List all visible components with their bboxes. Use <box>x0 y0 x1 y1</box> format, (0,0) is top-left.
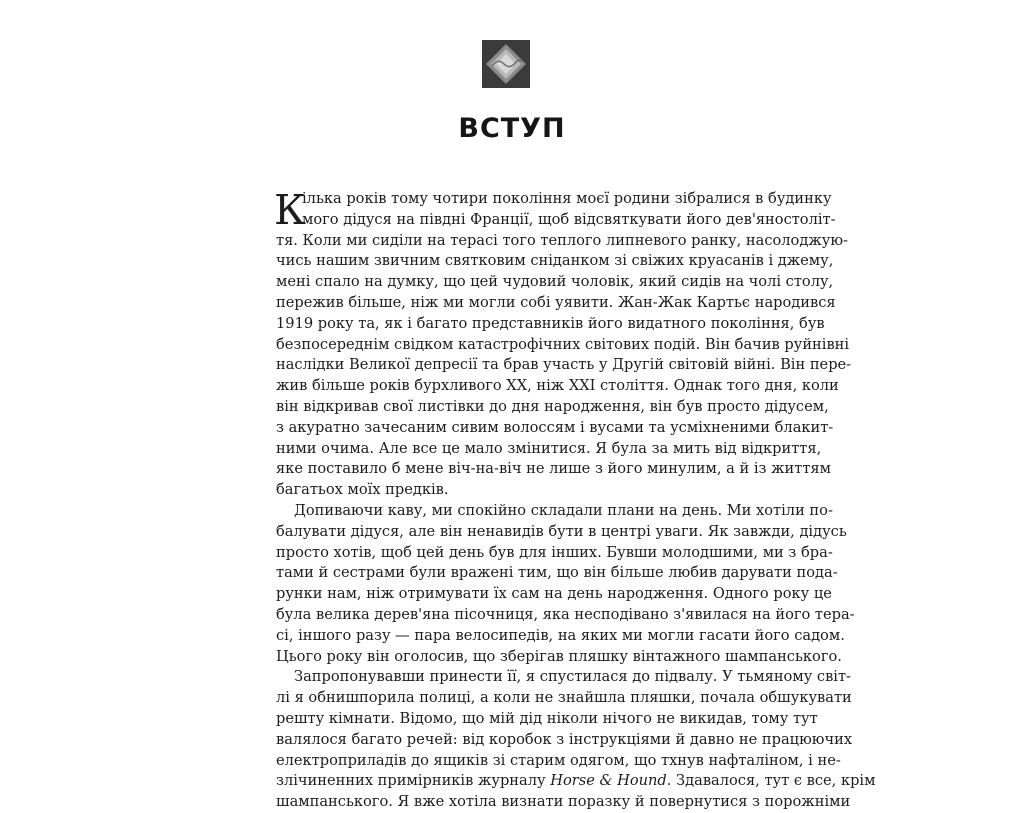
text-line: мого дідуся на півдні Франції, щоб відсвяткувати його дев'яностоліт- <box>302 210 836 228</box>
text-line: наслідки Великої депресії та брав участь у Другій світовій війні. Він пере- <box>276 356 852 374</box>
text-line: безпосереднім свідком катастрофічних світових подій. Він бачив руйнівні <box>276 335 850 353</box>
text-line: рунки нам, ніж отримувати їх сам на день народження. Одного року це <box>276 585 832 603</box>
drop-cap-letter: К <box>274 186 306 234</box>
magazine-title: Horse & Hound <box>550 772 667 790</box>
text-line: решту кімнати. Відомо, що мій дід ніколи нічого не викидав, тому тут <box>276 709 818 727</box>
text-line: пережив більше, ніж ми могли собі уявити. Жан-Жак Картьє народився <box>276 293 836 311</box>
text-line: ілька років тому чотири покоління моєї родини зібралися в будинку <box>302 190 832 207</box>
text-line-start: злічиненних примірників журналу <box>276 772 551 790</box>
text-line-end: . Здавалося, тут є все, крім <box>666 772 876 790</box>
text-line: чись нашим звичним святковим сніданком зі свіжих круасанів і джему, <box>276 252 834 270</box>
text-line: просто хотів, щоб цей день був для інших. Бувши молодшими, ми з бра- <box>276 543 833 561</box>
body-text <box>274 186 876 813</box>
text-line: він відкривав свої листівки до дня народження, він був просто дідусем, <box>276 397 829 415</box>
text-line: з акуратно зачесаним сивим волоссям і вусами та усміхненими блакит- <box>276 418 834 436</box>
text-line: багатьох моїх предків. <box>276 481 449 499</box>
text-line: електроприладів до ящиків зі старим одягом, що тхнув нафталіном, і не- <box>276 751 841 769</box>
text-line: тами й сестрами були вражені тим, що він більше любив дарувати пода- <box>276 564 838 582</box>
chapter-title: ВСТУП <box>458 113 566 144</box>
text-line: ними очима. Але все це мало змінитися. Я була за мить від відкриття, <box>276 439 822 457</box>
diamond-ornament-icon <box>482 40 530 88</box>
text-line: Запропонувавши принести її, я спустилася до підвалу. У тьмяному світ- <box>294 668 851 686</box>
text-line: яке поставило б мене віч-на-віч не лише з його минулим, а й із життям <box>276 460 831 478</box>
text-line: мені спало на думку, що цей чудовий чоловік, який сидів на чолі столу, <box>276 273 834 291</box>
text-line: 1919 року та, як і багато представників його видатного покоління, був <box>276 314 825 332</box>
text-line: сі, іншого разу — пара велосипедів, на яких ми могли гасати його садом. <box>276 626 845 644</box>
text-line: тя. Коли ми сиділи на терасі того теплого липневого ранку, насолоджую- <box>276 231 848 249</box>
text-line-magazine <box>276 771 876 792</box>
text-line: була велика дерев'яна пісочниця, яка несподівано з'явилася на його тера- <box>276 605 855 623</box>
text-line: балувати дідуся, але він ненавидів бути в центрі уваги. Як завжди, дідусь <box>276 522 847 540</box>
text-line: жив більше років бурхливого ХХ, ніж ХХІ століття. Однак того дня, коли <box>276 377 839 395</box>
text-line: Цього року він оголосив, що зберігав пляшку вінтажного шампанського. <box>276 647 842 665</box>
text-line: шампанського. Я вже хотіла визнати поразку й повернутися з порожніми <box>276 793 851 811</box>
text-line: валялося багато речей: від коробок з інструкціями й давно не працюючих <box>276 730 853 748</box>
text-line: лі я обнишпорила полиці, а коли не знайшла пляшки, почала обшукувати <box>276 689 852 707</box>
text-line: Допиваючи каву, ми спокійно складали плани на день. Ми хотіли по- <box>294 501 833 519</box>
